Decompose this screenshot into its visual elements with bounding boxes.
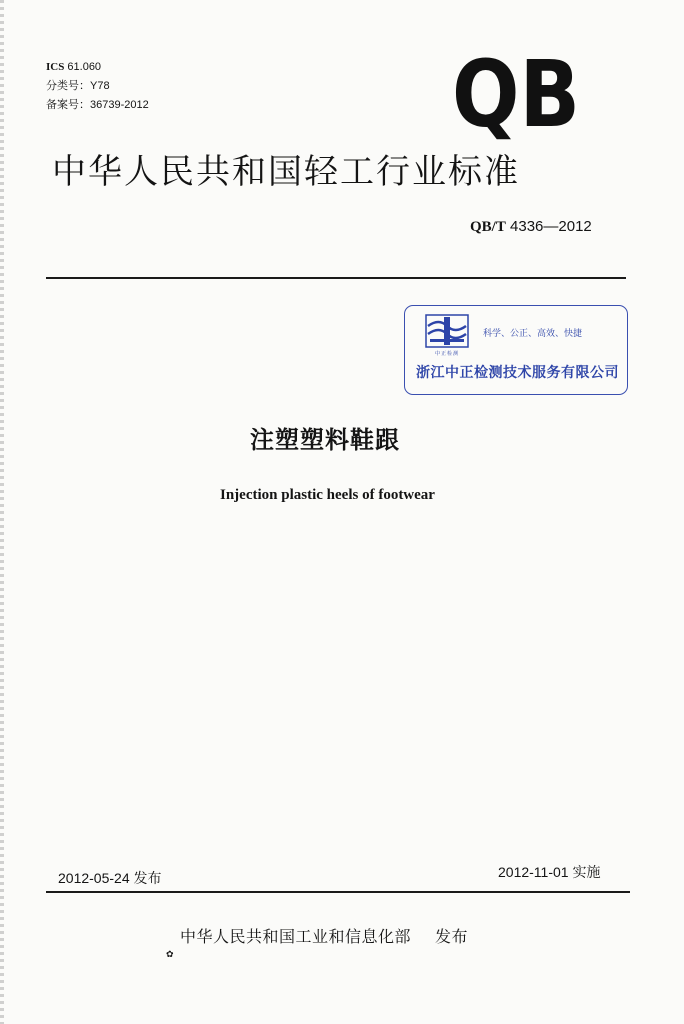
top-divider bbox=[46, 277, 626, 279]
document-title-chinese: 注塑塑料鞋跟 bbox=[250, 426, 400, 454]
classification-number: 分类号：Y78 bbox=[46, 80, 110, 92]
standard-number bbox=[470, 218, 592, 236]
standard-prefix: QB/T bbox=[470, 219, 506, 235]
document-title-english: Injection plastic heels of footwear bbox=[220, 487, 435, 503]
classification-block bbox=[46, 58, 149, 115]
company-logo-caption: 中正检测 bbox=[434, 351, 459, 357]
qb-logo bbox=[450, 41, 582, 148]
issuing-authority bbox=[180, 924, 468, 947]
issuer-action: 发布 bbox=[435, 927, 469, 946]
inspection-company-stamp bbox=[404, 305, 628, 395]
filing-number: 备案号：36739-2012 bbox=[46, 99, 149, 111]
qb-logo-text: QB bbox=[452, 41, 580, 148]
stamp-company-name: 浙江中正检测技术服务有限公司 bbox=[416, 365, 619, 381]
printer-mark: ✿ bbox=[166, 950, 174, 960]
publish-date: 2012-05-24 发布 bbox=[58, 870, 162, 886]
stamp-slogan: 科学、公正、高效、快捷 bbox=[483, 329, 583, 339]
standard-code: 4336—2012 bbox=[510, 218, 592, 235]
implement-date: 2012-11-01 实施 bbox=[498, 864, 601, 880]
issuer-name: 中华人民共和国工业和信息化部 bbox=[180, 927, 412, 946]
ics-value: 61.060 bbox=[67, 61, 102, 73]
ics-code bbox=[46, 58, 149, 77]
industry-standard-title: 中华人民共和国轻工行业标准 bbox=[52, 152, 520, 192]
ics-label: ICS bbox=[46, 61, 65, 73]
scan-edge bbox=[0, 0, 4, 1024]
company-logo-icon bbox=[425, 314, 469, 348]
bottom-divider bbox=[46, 891, 630, 893]
